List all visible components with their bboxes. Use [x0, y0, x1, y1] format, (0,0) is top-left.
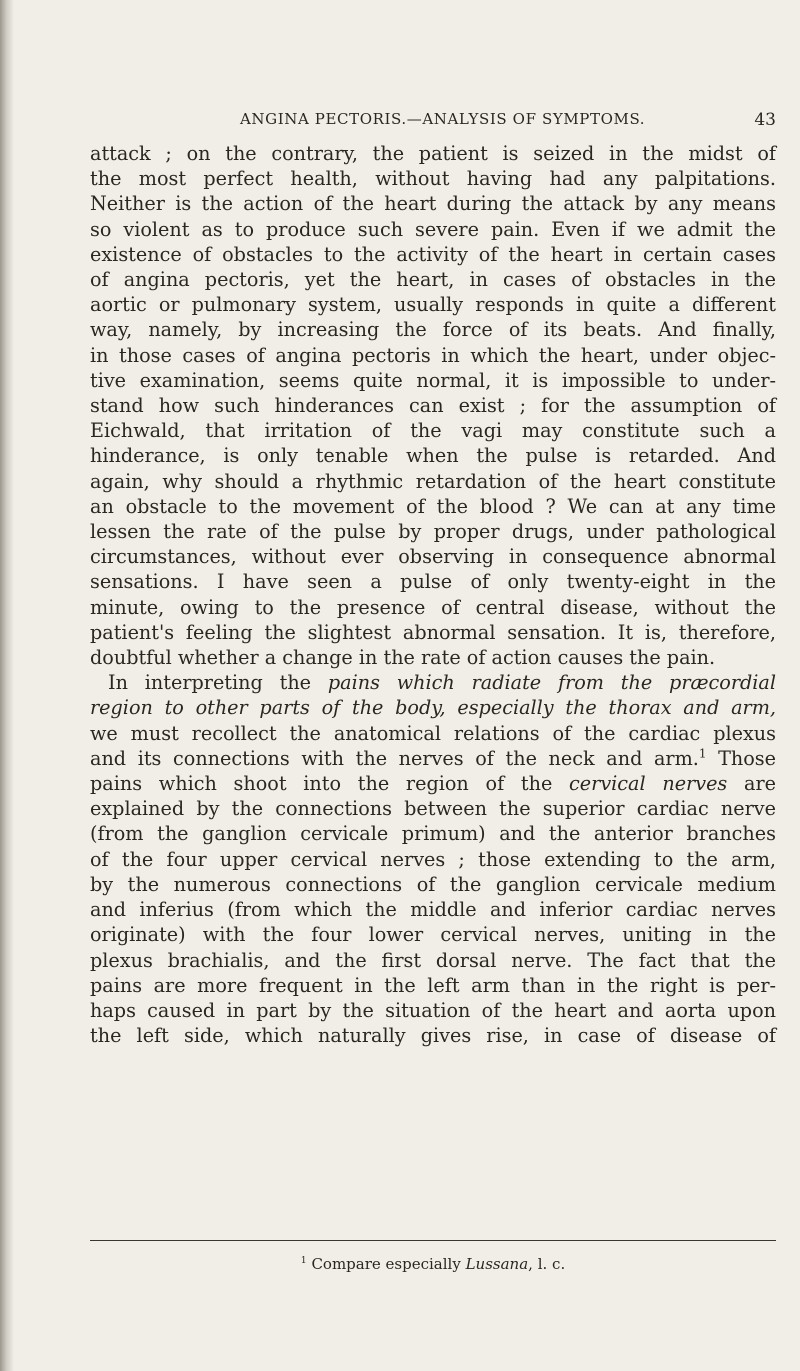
italic-phrase: cervical nerves: [569, 772, 728, 796]
text-line: attack ; on the contrary, the patient is seized in the midst of: [90, 142, 776, 165]
footnote-marker: 1: [300, 1255, 307, 1266]
line-segment: pains which shoot into the region of the: [90, 772, 570, 796]
text-line: Eichwald, that irritation of the vagi may constitute such a: [90, 419, 776, 443]
footnote-text: Compare especially: [306, 1255, 466, 1273]
text-line: existence of obstacles to the activity of the heart in certain cases: [90, 242, 776, 266]
italic-phrase: pains which radiate from the præcordial: [327, 671, 777, 695]
footnote-reference: 1: [698, 746, 707, 761]
text-line: plexus brachialis, and the first dorsal nerve. The fact that the: [90, 948, 776, 972]
text-line: way, namely, by increasing the force of its beats. And finally,: [90, 318, 776, 342]
page-number: 43: [754, 110, 776, 130]
text-line: circumstances, without ever observing in consequence abnormal: [90, 545, 776, 569]
text-line: [90, 695, 776, 720]
text-line: of the four upper cervical nerves ; those extending to the arm,: [90, 847, 776, 871]
text-line: lessen the rate of the pulse by proper drugs, under pathological: [90, 520, 776, 544]
text-line: [90, 670, 776, 695]
text-line: and inferius (from which the middle and inferior cardiac nerves: [90, 898, 776, 922]
text-line: explained by the connections between the superior cardiac nerve: [90, 797, 776, 821]
text-line: again, why should a rhythmic retardation of the heart constitute: [90, 469, 776, 493]
body-text: [90, 141, 776, 1048]
text-line: in those cases of angina pectoris in which the heart, under objec-: [90, 343, 776, 367]
text-line: stand how such hinderances can exist ; for the assumption of: [90, 394, 776, 418]
text-line: aortic or pulmonary system, usually responds in quite a different: [90, 293, 776, 317]
line-segment: are: [727, 772, 776, 796]
text-line: minute, owing to the presence of central disease, without the: [90, 595, 776, 619]
text-line: tive examination, seems quite normal, it is impossible to under-: [90, 368, 776, 392]
footnote: [90, 1255, 776, 1273]
text-line: pains are more frequent in the left arm than in the right is per-: [90, 973, 776, 997]
running-header: [90, 110, 776, 134]
text-line: haps caused in part by the situation of the heart and aorta upon: [90, 998, 776, 1022]
line-segment: Those: [706, 746, 777, 770]
text-line: by the numerous connections of the ganglion cervicale medium: [90, 872, 776, 896]
text-line: patient's feeling the slightest abnormal sensation. It is, therefore,: [90, 620, 776, 644]
footnote-author: Lussana: [465, 1255, 529, 1273]
text-line: the most perfect health, without having had any palpitations.: [90, 167, 776, 191]
text-line: an obstacle to the movement of the blood ? We can at any time: [90, 494, 776, 518]
text-line: doubtful whether a change in the rate of action causes the pain.: [90, 646, 716, 670]
text-line: [90, 771, 776, 796]
text-line: (from the ganglion cervicale primum) and the anterior branches: [90, 822, 776, 846]
running-title: ANGINA PECTORIS.—ANALYSIS OF SYMPTOMS.: [240, 110, 646, 128]
text-line: of angina pectoris, yet the heart, in cases of obstacles in the: [90, 268, 776, 292]
footnote-text: , l. c.: [528, 1255, 566, 1273]
text-line: we must recollect the anatomical relations of the cardiac plexus: [90, 721, 776, 745]
footnote-divider: [90, 1240, 776, 1241]
text-line: the left side, which naturally gives rise, in case of disease of: [90, 1024, 776, 1048]
line-segment: and its connections with the nerves of the neck and arm.: [90, 746, 699, 770]
line-segment: In interpreting the: [108, 671, 328, 695]
text-line: so violent as to produce such severe pain. Even if we admit the: [90, 217, 776, 241]
page-edge-shadow: [0, 0, 14, 1371]
text-line: sensations. I have seen a pulse of only twenty-eight in the: [90, 570, 776, 594]
text-line: [90, 746, 776, 771]
italic-phrase: region to other parts of the body, especially the thorax and arm,: [90, 696, 776, 720]
text-line: Neither is the action of the heart during the attack by any means: [90, 192, 776, 216]
text-line: hinderance, is only tenable when the pulse is retarded. And: [90, 444, 776, 468]
text-line: originate) with the four lower cervical nerves, uniting in the: [90, 923, 776, 947]
